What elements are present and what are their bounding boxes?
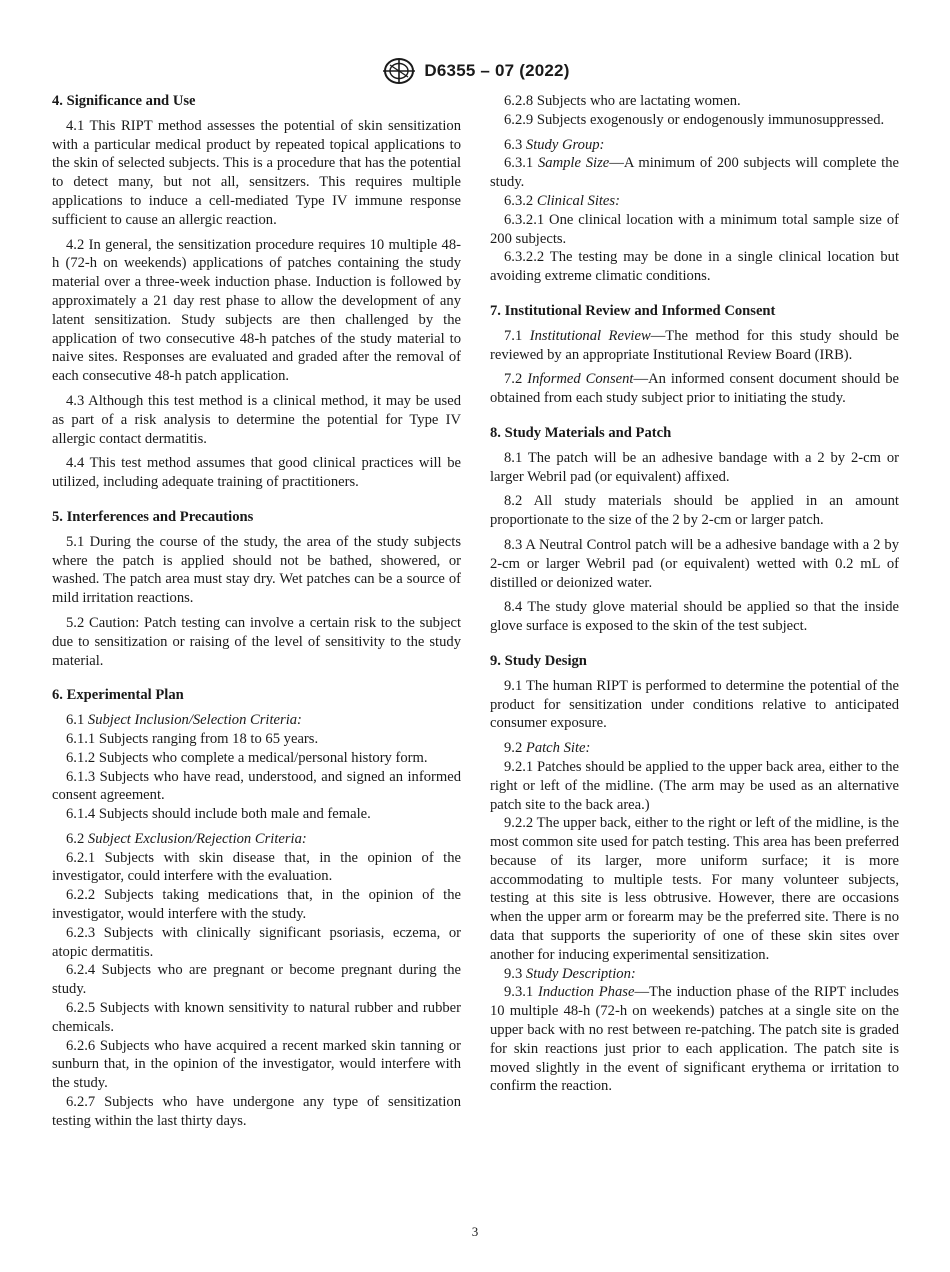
para-6-2-1: 6.2.1 Subjects with skin disease that, in the opinion of the investigator, could interfere with the evaluation.: [52, 849, 461, 885]
para-6-3-2: 6.3.2 Clinical Sites:: [504, 192, 620, 209]
para-6-2: 6.2 Subject Exclusion/Rejection Criteria:: [66, 830, 307, 847]
para-4-4: 4.4 This test method assumes that good clinical practices will be utilized, including adequate training of practitioners.: [52, 455, 461, 491]
section-8-title: 8. Study Materials and Patch: [490, 424, 672, 441]
para-6-3-2-2: 6.3.2.2 The testing may be done in a single clinical location but avoiding extreme climatic conditions.: [490, 249, 899, 285]
para-9-3: 9.3 Study Description:: [504, 965, 636, 982]
section-5-title: 5. Interferences and Precautions: [52, 508, 254, 525]
para-9-3-1: 9.3.1 Induction Phase—The induction phase of the RIPT includes 10 multiple 48-h (72-h on weekends) patches at a single site on the upper back with no rest between re-patching. The patch site is graded for skin reactions just prior to each application. The patch site is moved slightly in the event of significant erythema or irritation to confirm the reaction.: [490, 984, 899, 1095]
section-9-title: 9. Study Design: [490, 652, 587, 669]
page-number: 3: [471, 1224, 479, 1239]
para-7-2: 7.2 Informed Consent—An informed consent document should be obtained from each study subject prior to initiating the study.: [490, 371, 899, 407]
astm-logo-icon: [380, 56, 418, 86]
standard-designation: D6355 – 07 (2022): [424, 61, 570, 80]
para-9-2-1: 9.2.1 Patches should be applied to the upper back area, either to the right or left of the midline. (The arm may be used as an alternative patch site to the back area.): [490, 758, 899, 813]
para-6-2-3: 6.2.3 Subjects with clinically significant psoriasis, eczema, or atopic dermatitis.: [52, 924, 461, 960]
para-6-3-2-1: 6.3.2.1 One clinical location with a minimum total sample size of 200 subjects.: [490, 211, 899, 247]
para-6-2-7: 6.2.7 Subjects who have undergone any type of sensitization testing within the last thirty days.: [52, 1094, 461, 1129]
page-header: [0, 56, 950, 91]
para-4-2: 4.2 In general, the sensitization procedure requires 10 multiple 48-h (72-h on weekends) applications of patches containing the study material over a three-week induction phase. Induction is followed by approximately a 21 day rest phase to allow the development of any latent sensitization. Study subjects are then challenged by the application of two consecutive 48-h patches of the study material to naive sites. Responses are evaluated and graded after the removal of each consecutive 48-h patch application.: [52, 236, 461, 385]
para-9-2-2: 9.2.2 The upper back, either to the right or left of the midline, is the most common site used for patch testing. This area has been preferred because of its larger, more uniform surface; it is more accommodating to multiple tests. For many volunteer subjects, testing at this site is less obtrusive. However, there are occasions when the upper arm or forearm may be the preferred site. There is no data that supports the superiority of one of these skin sites over another for inducing experimental sensitization.: [490, 815, 899, 963]
para-5-2: 5.2 Caution: Patch testing can involve a certain risk to the subject due to sensitization or raising of the level of sensitivity to the study material.: [52, 614, 461, 669]
para-4-3: 4.3 Although this test method is a clinical method, it may be used as part of a risk analysis to determine the potential for Type IV allergic contact dermatitis.: [52, 392, 461, 447]
para-6-2-8: 6.2.8 Subjects who are lactating women.: [504, 93, 741, 109]
para-6-1-4: 6.1.4 Subjects should include both male and female.: [66, 806, 371, 823]
para-6-2-9: 6.2.9 Subjects exogenously or endogenously immunosuppressed.: [504, 111, 885, 128]
para-8-4: 8.4 The study glove material should be applied so that the inside glove surface is exposed to the skin of the test subject.: [490, 599, 899, 635]
para-8-3: 8.3 A Neutral Control patch will be a adhesive bandage with a 2 by 2-cm or larger Webril pad (or equivalent) wetted with 0.2 mL of distilled or deionized water.: [490, 536, 899, 591]
right-column: [490, 92, 899, 1096]
para-7-1: 7.1 Institutional Review—The method for this study should be reviewed by an appropriate Institutional Review Board (IRB).: [490, 327, 900, 363]
para-6-3-1: 6.3.1 Sample Size—A minimum of 200 subjects will complete the study.: [490, 155, 899, 191]
para-6-2-6: 6.2.6 Subjects who have acquired a recent marked skin tanning or sunburn that, in the opinion of the investigator, would interfere with the study.: [52, 1037, 461, 1092]
para-4-1: 4.1 This RIPT method assesses the potential of skin sensitization with a particular medical product by repeated topical applications to the skin of selected subjects. This is a procedure that has the potential to detect many, but not all, sensitzers. This requires multiple applications to induce a cell-mediated Type IV immune response sufficient to cause an allergic reaction.: [52, 117, 461, 228]
section-4-title: 4. Significance and Use: [52, 93, 196, 109]
section-7-title: 7. Institutional Review and Informed Consent: [490, 302, 776, 319]
para-6-3: 6.3 Study Group:: [504, 136, 605, 153]
para-6-2-4: 6.2.4 Subjects who are pregnant or become pregnant during the study.: [52, 962, 461, 998]
section-6-title: 6. Experimental Plan: [52, 687, 184, 704]
left-column: [52, 92, 461, 1131]
para-9-1: 9.1 The human RIPT is performed to determine the potential of the product for sensitization under conditions relative to anticipated consumer exposure.: [490, 677, 899, 732]
para-6-1-2: 6.1.2 Subjects who complete a medical/personal history form.: [66, 749, 428, 766]
para-5-1: 5.1 During the course of the study, the area of the study subjects where the patch is applied should not be bathed, showered, or washed. The patch area must stay dry. Wet patches can be a source of mild irritation reactions.: [52, 533, 461, 607]
para-6-1-3: 6.1.3 Subjects who have read, understood, and signed an informed consent agreement.: [52, 768, 461, 804]
para-8-2: 8.2 All study materials should be applied in an amount proportionate to the size of the 2 by 2-cm or larger patch.: [490, 493, 899, 529]
para-9-2: 9.2 Patch Site:: [504, 740, 591, 757]
para-6-2-5: 6.2.5 Subjects with known sensitivity to natural rubber and rubber chemicals.: [52, 1000, 461, 1035]
para-6-1-1: 6.1.1 Subjects ranging from 18 to 65 years.: [66, 730, 319, 747]
para-6-1: 6.1 Subject Inclusion/Selection Criteria:: [66, 712, 302, 729]
para-8-1: 8.1 The patch will be an adhesive bandage with a 2 by 2-cm or larger Webril pad (or equivalent) affixed.: [490, 449, 899, 485]
para-6-2-2: 6.2.2 Subjects taking medications that, in the opinion of the investigator, would interfere with the study.: [52, 887, 461, 923]
